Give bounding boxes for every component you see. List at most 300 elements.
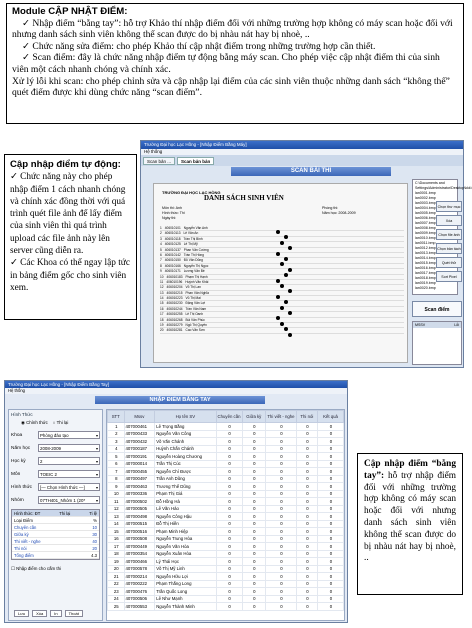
sheet-row-name: Trần Thị Hồng <box>183 252 204 257</box>
bubble-mark <box>280 322 284 326</box>
file-list-item[interactable]: lan0001.bmp <box>415 191 436 195</box>
cell-score[interactable]: 0 <box>242 475 266 483</box>
sheet-meta-item: Phòng thi: <box>322 206 339 210</box>
cell-score[interactable]: 0 <box>216 580 242 588</box>
cell-score[interactable]: 0 <box>296 453 317 461</box>
cell-score[interactable]: 0 <box>242 498 266 506</box>
table-row[interactable] <box>108 520 344 528</box>
sheet-row-no: 16 <box>160 306 164 311</box>
table-row[interactable] <box>108 535 344 543</box>
cell-score[interactable]: 0 <box>242 558 266 566</box>
cell-score[interactable]: 0 <box>318 603 344 611</box>
cell-stt: 1 <box>108 423 125 431</box>
total-value: 4.3 <box>91 553 97 558</box>
cell-score[interactable]: 0 <box>318 468 344 476</box>
cell-score[interactable]: 0 <box>266 430 297 438</box>
cell-score[interactable]: 0 <box>266 535 297 543</box>
sheet-row-id: 406010223 <box>166 296 183 301</box>
cell-mssv: 407000455 <box>124 468 155 476</box>
weight-row <box>12 524 99 531</box>
cell-stt: 3 <box>108 438 125 446</box>
cell-name: Trần Anh Dũng <box>155 475 216 483</box>
radio-retake[interactable]: ○ Thi lại <box>52 420 69 425</box>
cell-score[interactable]: 0 <box>318 505 344 513</box>
cell-score[interactable]: 0 <box>242 460 266 468</box>
sheet-row-no: 10 <box>160 274 164 279</box>
bottom-button[interactable]: Xóa <box>32 610 47 617</box>
table-row[interactable] <box>108 475 344 483</box>
cell-mssv: 407000578 <box>124 565 155 573</box>
manual-note-heading: Cập nhập điểm “bằng tay”: <box>364 459 456 481</box>
weight-rows <box>12 517 99 552</box>
cell-score[interactable]: 0 <box>266 475 297 483</box>
cell-score[interactable]: 0 <box>318 565 344 573</box>
cell-score[interactable]: 0 <box>296 445 317 453</box>
file-list-item[interactable]: lan0010.bmp <box>415 236 436 240</box>
cell-stt: 6 <box>108 460 125 468</box>
cell-score[interactable]: 0 <box>242 565 266 573</box>
cell-mssv: 407000432 <box>124 438 155 446</box>
cell-score[interactable]: 0 <box>296 543 317 551</box>
total-label: Tổng điểm <box>14 553 34 558</box>
auto-update-paragraph-1: ✓ Chức năng này cho phép nhập điểm 1 cách nhanh chóng và chính xác đồng thời với quá trình quét file ảnh để lấy điểm của sinh viên thì quá trình upload các file ảnh này lên server cũng diễn ra. <box>10 172 126 257</box>
filter-field-select[interactable]: 07TH401_Nhóm 1 (20* ▾ <box>38 496 100 504</box>
table-row[interactable] <box>108 603 344 611</box>
table-row[interactable] <box>108 468 344 476</box>
cell-score[interactable]: 0 <box>216 498 242 506</box>
table-row[interactable] <box>108 438 344 446</box>
cell-score[interactable]: 0 <box>318 535 344 543</box>
cell-score[interactable]: 0 <box>318 498 344 506</box>
cell-name: Lý Thái Học <box>155 558 216 566</box>
scan-error-paragraph: Xử lý lỗi khi scan: cho phép chỉnh sửa và cập nhập lại điểm của các sinh viên thuộc những danh sách “không thể” quét điểm được khi dùng chức năng “scan điểm”. <box>12 75 450 99</box>
cell-score[interactable]: 0 <box>318 550 344 558</box>
sheet-row-id: 406010281 <box>166 328 183 333</box>
cell-score[interactable]: 0 <box>318 483 344 491</box>
cell-score[interactable]: 0 <box>242 423 266 431</box>
file-list-item[interactable]: lan0015.bmp <box>415 261 436 265</box>
cell-score[interactable]: 0 <box>318 558 344 566</box>
filter-field-select[interactable]: 2 ▾ <box>38 457 100 465</box>
cell-name: Nguyễn Chí Được <box>155 468 216 476</box>
cell-score[interactable]: 0 <box>216 483 242 491</box>
entry-window-menu[interactable]: Hệ thống <box>5 388 347 394</box>
cell-score[interactable]: 0 <box>216 513 242 521</box>
table-row[interactable] <box>108 588 344 596</box>
file-list-item[interactable]: lan0018.bmp <box>415 276 436 280</box>
bubble-mark <box>280 284 284 288</box>
file-list-item[interactable]: lan0005.bmp <box>415 211 436 215</box>
cell-score[interactable]: 0 <box>266 558 297 566</box>
table-row[interactable] <box>108 490 344 498</box>
cell-score[interactable]: 0 <box>242 535 266 543</box>
weight-type: Thi viết - nghe <box>14 539 41 544</box>
cell-name: Nguyễn Hoàng Chương <box>155 453 216 461</box>
filter-field-label: Năm học <box>11 445 31 451</box>
sheet-row-name: Nguyễn Thị Ngọc <box>183 263 209 268</box>
cell-score[interactable]: 0 <box>318 460 344 468</box>
table-row[interactable] <box>108 543 344 551</box>
allow-banned-label: Nhập điểm cho cấm thi <box>16 566 62 571</box>
sheet-meta-item: Môn thi: Anh <box>162 206 182 210</box>
cell-score[interactable]: 0 <box>266 580 297 588</box>
score-grid-header <box>108 411 344 423</box>
side-button[interactable]: Xóa <box>436 215 462 226</box>
cell-score[interactable]: 0 <box>216 565 242 573</box>
cell-score[interactable]: 0 <box>296 520 317 528</box>
cell-stt: 25 <box>108 603 125 611</box>
cell-score[interactable]: 0 <box>242 588 266 596</box>
cell-score[interactable]: 0 <box>242 490 266 498</box>
table-row[interactable] <box>108 445 344 453</box>
cell-score[interactable]: 0 <box>318 490 344 498</box>
cell-score[interactable]: 0 <box>242 520 266 528</box>
table-row[interactable] <box>108 513 344 521</box>
bottom-button[interactable]: In <box>50 610 61 617</box>
cell-score[interactable]: 0 <box>242 603 266 611</box>
file-list-item[interactable]: lan0002.bmp <box>415 196 436 200</box>
cell-score[interactable]: 0 <box>242 505 266 513</box>
table-row[interactable] <box>108 498 344 506</box>
side-button[interactable]: Chọn file ảnh <box>436 229 462 240</box>
cell-score[interactable]: 0 <box>216 595 242 603</box>
table-row[interactable] <box>108 483 344 491</box>
weight-percent: % <box>93 518 97 523</box>
cell-mssv: 407000502 <box>124 498 155 506</box>
cell-score[interactable]: 0 <box>242 430 266 438</box>
table-row[interactable] <box>108 558 344 566</box>
cell-mssv: 407000505 <box>124 505 155 513</box>
cell-score[interactable]: 0 <box>242 573 266 581</box>
cell-score[interactable]: 0 <box>318 445 344 453</box>
table-row[interactable] <box>108 573 344 581</box>
cell-score[interactable]: 0 <box>266 550 297 558</box>
cell-score[interactable]: 0 <box>296 483 317 491</box>
cell-score[interactable]: 0 <box>266 573 297 581</box>
cell-score[interactable]: 0 <box>242 453 266 461</box>
cell-stt: 23 <box>108 588 125 596</box>
cell-score[interactable]: 0 <box>216 490 242 498</box>
grid-column-header[interactable]: Kết quả <box>318 411 344 423</box>
auto-update-note <box>4 154 137 320</box>
cell-score[interactable]: 0 <box>266 513 297 521</box>
side-button[interactable]: Sort Pixel <box>436 271 462 282</box>
cell-score[interactable]: 0 <box>216 535 242 543</box>
weight-row <box>12 517 99 524</box>
weight-percent: 30 <box>92 532 97 537</box>
cell-score[interactable]: 0 <box>296 580 317 588</box>
cell-score[interactable]: 0 <box>242 513 266 521</box>
grid-column-header[interactable]: Chuyên cần <box>216 411 242 423</box>
cell-score[interactable]: 0 <box>318 528 344 536</box>
cell-score[interactable]: 0 <box>216 543 242 551</box>
file-list-item[interactable]: lan0007.bmp <box>415 221 436 225</box>
cell-score[interactable]: 0 <box>216 505 242 513</box>
sheet-row-no: 17 <box>160 312 164 317</box>
file-list-item[interactable]: lan0008.bmp <box>415 226 436 230</box>
manual-entry-paragraph: ✓ Nhập điểm “bằng tay”: hỗ trợ Khảo thí nhập điểm đối với những trường hợp không có máy scan hoặc đối với nhưng danh sách sinh viên không thể scan được do bị nhàu nát hay bị nhoè, .. <box>12 17 453 41</box>
sheet-row-no: 12 <box>160 285 164 290</box>
cell-score[interactable]: 0 <box>318 595 344 603</box>
sheet-meta-item: Hình thức: Thi <box>162 211 185 215</box>
cell-score[interactable]: 0 <box>216 460 242 468</box>
bubble-mark <box>280 306 284 310</box>
cell-score[interactable]: 0 <box>318 453 344 461</box>
cell-score[interactable]: 0 <box>296 588 317 596</box>
table-row[interactable] <box>108 505 344 513</box>
cell-score[interactable]: 0 <box>296 565 317 573</box>
cell-score[interactable]: 0 <box>266 528 297 536</box>
sheet-row-id: 406010279 <box>166 323 183 328</box>
table-row[interactable] <box>108 453 344 461</box>
cell-score[interactable]: 0 <box>296 505 317 513</box>
cell-name: Nguyễn Văn Hòa <box>155 543 216 551</box>
bubble-mark <box>284 273 288 277</box>
sheet-row-id: 406010183 <box>166 274 183 279</box>
cell-score[interactable]: 0 <box>242 580 266 588</box>
file-list-item[interactable]: lan0011.bmp <box>415 241 436 245</box>
cell-mssv: 407000336 <box>124 490 155 498</box>
table-row[interactable] <box>108 423 344 431</box>
table-row[interactable] <box>108 595 344 603</box>
entry-banner: NHẬP ĐIỂM BẰNG TAY <box>95 396 265 404</box>
cell-score[interactable]: 0 <box>266 460 297 468</box>
cell-name: Nguyễn Văn Công <box>155 430 216 438</box>
cell-score[interactable]: 0 <box>216 558 242 566</box>
sheet-row-no: 5 <box>160 247 162 252</box>
table-row[interactable] <box>108 580 344 588</box>
sheet-row-no: 8 <box>160 263 162 268</box>
cell-score[interactable]: 0 <box>216 445 242 453</box>
cell-score[interactable]: 0 <box>242 483 266 491</box>
weight-table-header <box>12 510 99 517</box>
cell-score[interactable]: 0 <box>242 528 266 536</box>
cell-score[interactable]: 0 <box>266 565 297 573</box>
cell-score[interactable]: 0 <box>318 438 344 446</box>
cell-score[interactable]: 0 <box>266 588 297 596</box>
cell-score[interactable]: 0 <box>242 468 266 476</box>
weight-table <box>11 509 100 560</box>
table-row[interactable] <box>108 430 344 438</box>
cell-score[interactable]: 0 <box>266 468 297 476</box>
cell-name: Trần Thị Cúc <box>155 460 216 468</box>
cell-score[interactable]: 0 <box>266 483 297 491</box>
bottom-button[interactable]: Lưu <box>14 610 29 617</box>
cell-score[interactable]: 0 <box>296 438 317 446</box>
cell-score[interactable]: 0 <box>318 588 344 596</box>
cell-score[interactable]: 0 <box>318 475 344 483</box>
scan-score-button[interactable]: Scan điểm <box>412 301 462 317</box>
sheet-row-no: 9 <box>160 269 162 274</box>
file-list-item[interactable]: lan0004.bmp <box>415 206 436 210</box>
cell-name: Trương Thế Dũng <box>155 483 216 491</box>
cell-score[interactable]: 0 <box>296 603 317 611</box>
file-list-item[interactable]: lan0017.bmp <box>415 271 436 275</box>
radio-retake-label: Thi lại <box>56 420 69 425</box>
filter-field-select[interactable]: 2008-2009 ▾ <box>38 444 100 452</box>
cell-score[interactable]: 0 <box>216 423 242 431</box>
cell-score[interactable]: 0 <box>266 498 297 506</box>
cell-score[interactable]: 0 <box>296 573 317 581</box>
sheet-row-no: 14 <box>160 296 164 301</box>
side-button[interactable]: Quét thử <box>436 257 462 268</box>
cell-stt: 10 <box>108 490 125 498</box>
weight-percent: 10 <box>92 525 97 530</box>
cell-score[interactable]: 0 <box>242 595 266 603</box>
scan-window-menu[interactable]: Hệ thống <box>141 149 463 155</box>
sheet-row-name: Nguyễn Văn Anh <box>183 226 208 230</box>
grid-column-header[interactable]: Họ tên SV <box>155 411 216 423</box>
cell-score[interactable]: 0 <box>296 498 317 506</box>
sheet-row-name: Ngô Thị Quyên <box>185 323 207 328</box>
sheet-row-name: Trần Thị Bình <box>183 236 203 241</box>
side-button[interactable]: Chọn thư mục <box>436 201 462 212</box>
cell-mssv: 407000187 <box>124 445 155 453</box>
sheet-row-id: 406010244 <box>166 306 183 311</box>
cell-mssv: 407000466 <box>124 558 155 566</box>
filter-field-select[interactable]: TOEIC 2 ▾ <box>38 470 100 478</box>
cell-score[interactable]: 0 <box>242 550 266 558</box>
cell-score[interactable]: 0 <box>216 453 242 461</box>
cell-score[interactable]: 0 <box>266 438 297 446</box>
cell-score[interactable]: 0 <box>296 528 317 536</box>
sheet-row-no: 18 <box>160 317 164 322</box>
table-row[interactable] <box>108 550 344 558</box>
grid-column-header[interactable]: Mssv <box>124 411 155 423</box>
cell-score[interactable]: 0 <box>296 460 317 468</box>
cell-score[interactable]: 0 <box>318 580 344 588</box>
filter-field-select[interactable]: Phòng đào tạo ▾ <box>38 431 100 439</box>
sheet-row-no: 15 <box>160 301 164 306</box>
cell-score[interactable]: 0 <box>318 423 344 431</box>
bubble-mark <box>288 311 292 315</box>
table-row[interactable] <box>108 460 344 468</box>
radio-official[interactable]: ◉ Chính thức <box>21 420 48 425</box>
file-list-item[interactable]: C:\Documents and Settings\Administrator\Desktop\kkk\ <box>415 181 472 190</box>
sheet-row-name: Phan Văn Cường <box>183 247 209 252</box>
bubble-mark <box>276 230 280 234</box>
cell-score[interactable]: 0 <box>296 430 317 438</box>
cell-score[interactable]: 0 <box>216 468 242 476</box>
cell-score[interactable]: 0 <box>216 438 242 446</box>
cell-score[interactable]: 0 <box>266 520 297 528</box>
cell-stt: 4 <box>108 445 125 453</box>
cell-score[interactable]: 0 <box>296 468 317 476</box>
sheet-row-id: 406010113 <box>164 231 181 236</box>
cell-score[interactable]: 0 <box>216 588 242 596</box>
file-list-item[interactable]: lan0006.bmp <box>415 216 436 220</box>
cell-stt: 16 <box>108 535 125 543</box>
grid-column-header[interactable]: Thi viết - nghe <box>266 411 297 423</box>
sheet-row-name: Đặng Văn Lợi <box>185 301 206 306</box>
cell-score[interactable]: 0 <box>318 513 344 521</box>
file-list-item[interactable]: lan0003.bmp <box>415 201 436 205</box>
cell-score[interactable]: 0 <box>216 475 242 483</box>
allow-banned-checkbox[interactable]: ☐ Nhập điểm cho cấm thi <box>11 566 62 571</box>
cell-name: Phạm Thắng Long <box>155 580 216 588</box>
cell-score[interactable]: 0 <box>296 550 317 558</box>
cell-score[interactable]: 0 <box>296 490 317 498</box>
cell-score[interactable]: 0 <box>266 543 297 551</box>
cell-score[interactable]: 0 <box>296 558 317 566</box>
file-list-item[interactable]: lan0009.bmp <box>415 231 436 235</box>
cell-score[interactable]: 0 <box>296 475 317 483</box>
file-list-item[interactable]: lan0013.bmp <box>415 251 436 255</box>
file-list-item[interactable]: lan0019.bmp <box>415 281 436 285</box>
side-buttons <box>436 201 462 285</box>
side-button[interactable]: Chọn bản tách <box>436 243 462 254</box>
grid-column-header[interactable]: Thi nói <box>296 411 317 423</box>
cell-score[interactable]: 0 <box>318 430 344 438</box>
cell-score[interactable]: 0 <box>296 535 317 543</box>
cell-score[interactable]: 0 <box>242 438 266 446</box>
cell-name: Nguyễn Trung Hòa <box>155 535 216 543</box>
cell-score[interactable]: 0 <box>266 453 297 461</box>
cell-score[interactable]: 0 <box>266 423 297 431</box>
cell-score[interactable]: 0 <box>318 520 344 528</box>
cell-score[interactable]: 0 <box>266 490 297 498</box>
tab-scan-1[interactable]: Scan bản ... <box>143 157 175 165</box>
cell-stt: 22 <box>108 580 125 588</box>
table-row[interactable] <box>108 528 344 536</box>
bubble-mark <box>284 235 288 239</box>
cell-score[interactable]: 0 <box>266 595 297 603</box>
cell-score[interactable]: 0 <box>216 430 242 438</box>
bottom-button[interactable]: Thoát <box>65 610 83 617</box>
file-list-item[interactable]: lan0014.bmp <box>415 256 436 260</box>
cell-mssv: 407000553 <box>124 603 155 611</box>
cell-score[interactable]: 0 <box>216 528 242 536</box>
cell-score[interactable]: 0 <box>242 543 266 551</box>
tab-scan-2[interactable]: Scan bản bản <box>177 157 214 165</box>
weight-type: Giữa kỳ <box>14 532 29 537</box>
cell-name: Lê Trọng Bằng <box>155 423 216 431</box>
cell-score[interactable]: 0 <box>318 543 344 551</box>
cell-score[interactable]: 0 <box>296 595 317 603</box>
cell-score[interactable]: 0 <box>266 603 297 611</box>
cell-score[interactable]: 0 <box>318 573 344 581</box>
sheet-row-id: 406010204 <box>166 285 183 290</box>
filter-field <box>11 496 100 504</box>
cell-score[interactable]: 0 <box>266 445 297 453</box>
file-list-item[interactable]: lan0016.bmp <box>415 266 436 270</box>
bubble-mark <box>276 316 280 320</box>
cell-score[interactable]: 0 <box>216 573 242 581</box>
cell-score[interactable]: 0 <box>242 445 266 453</box>
grid-column-header[interactable]: STT <box>108 411 125 423</box>
cell-score[interactable]: 0 <box>296 423 317 431</box>
sheet-row-name: Lương Văn Bé <box>183 269 205 274</box>
cell-score[interactable]: 0 <box>296 513 317 521</box>
filter-field <box>11 483 100 491</box>
bottom-buttons <box>14 610 83 617</box>
cell-score[interactable]: 0 <box>216 603 242 611</box>
file-list-item[interactable]: lan0020.bmp <box>415 286 436 290</box>
cell-score[interactable]: 0 <box>216 550 242 558</box>
table-row[interactable] <box>108 565 344 573</box>
cell-score[interactable]: 0 <box>216 520 242 528</box>
filter-field-select[interactable]: [— Chọn Hình thức —] ▾ <box>38 483 100 491</box>
file-list-item[interactable]: lan0012.bmp <box>415 246 436 250</box>
filter-field-label: Môn <box>11 471 21 477</box>
module-description-box <box>6 3 464 124</box>
weight-row <box>12 538 99 545</box>
sheet-university: TRƯỜNG ĐẠI HỌC LẠC HỒNG <box>162 190 221 195</box>
weight-total <box>12 552 99 559</box>
sheet-row-name: Lê Thị Mỹ <box>183 242 198 247</box>
cell-score[interactable]: 0 <box>266 505 297 513</box>
grid-column-header[interactable]: Giữa kỳ <box>242 411 266 423</box>
